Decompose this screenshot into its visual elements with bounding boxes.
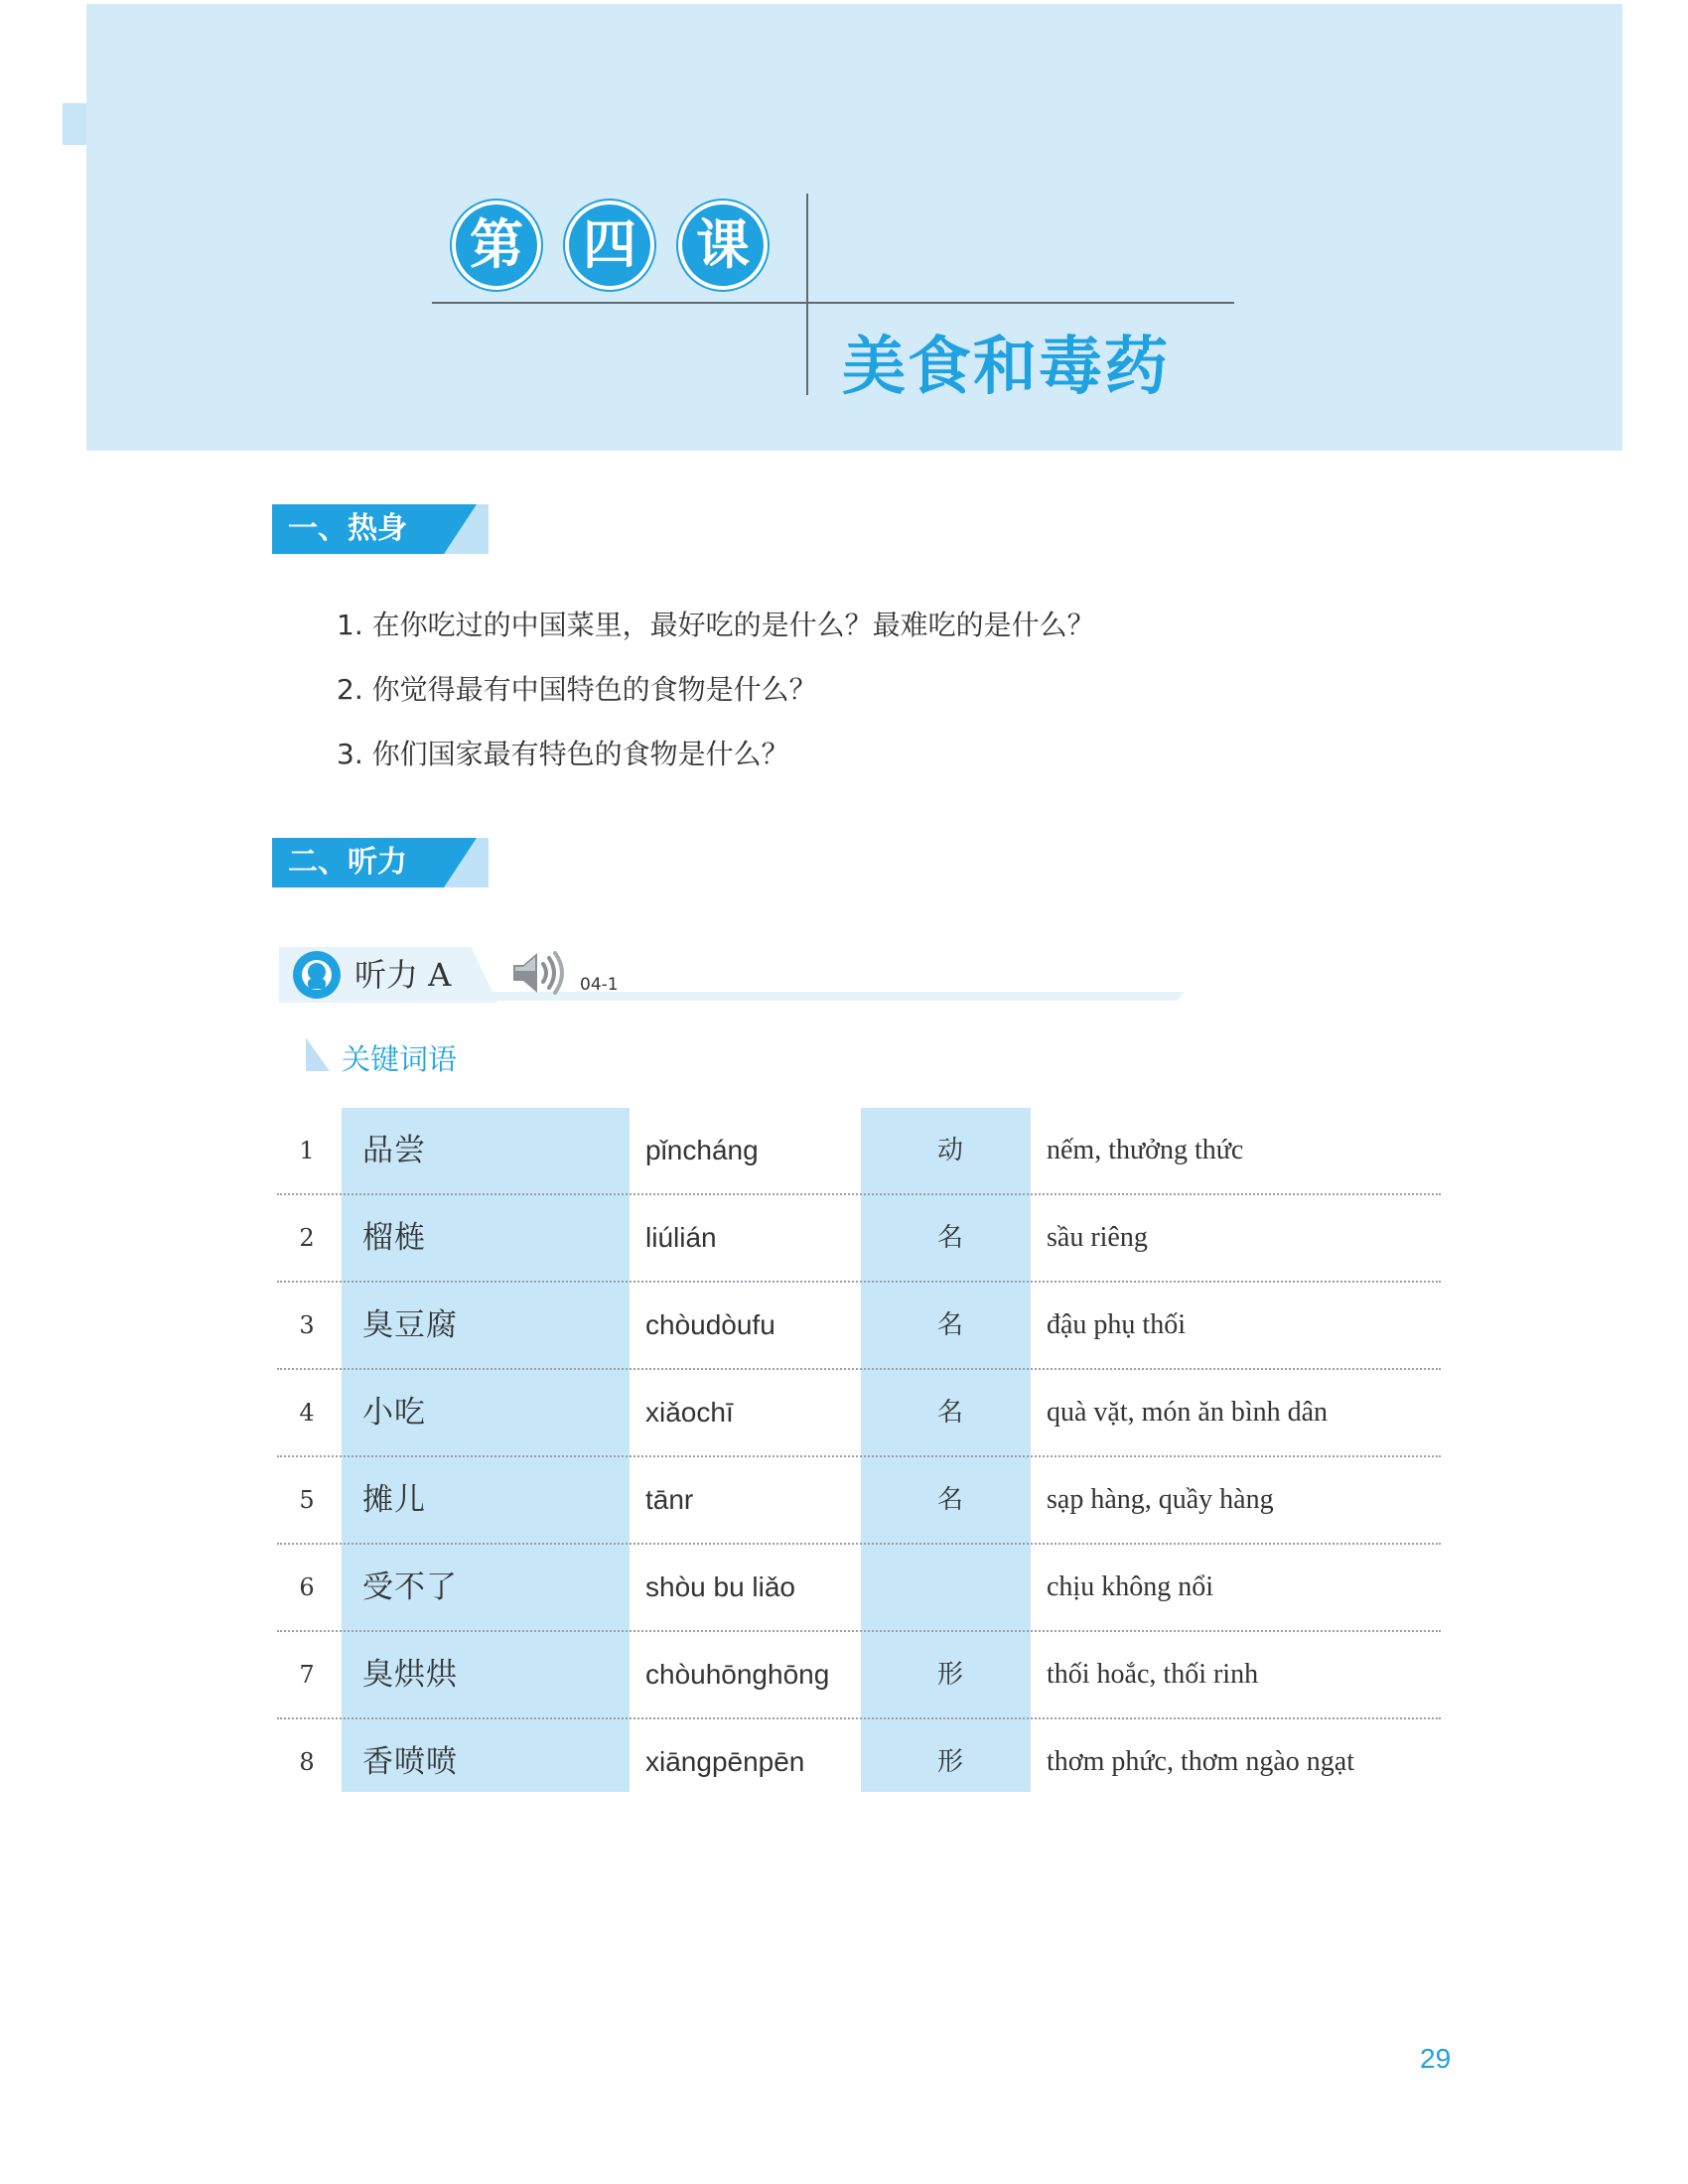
vocab-number: 7: [299, 1661, 315, 1689]
vocab-part-of-speech: 动: [936, 1136, 963, 1165]
warmup-question-1: 1. 在你吃过的中国菜里，最好吃的是什么？最难吃的是什么？: [337, 609, 1095, 641]
vocab-meaning: quà vặt, món ăn bình dân: [1047, 1397, 1329, 1428]
vocab-hanzi: 臭豆腐: [362, 1307, 458, 1343]
vocab-part-of-speech: 名: [936, 1485, 963, 1515]
table-row: [277, 1281, 1441, 1368]
vocab-pinyin: xiāngpēnpēn: [645, 1746, 805, 1777]
section-heading-label: 二、听力: [288, 845, 407, 880]
keywords-marker-icon: [306, 1037, 330, 1071]
vocab-hanzi: 品尝: [362, 1133, 426, 1168]
vocab-pinyin: pǐncháng: [645, 1135, 759, 1165]
vocab-meaning: sạp hàng, quầy hàng: [1047, 1484, 1274, 1515]
warmup-question-2: 2. 你觉得最有中国特色的食物是什么？: [337, 673, 817, 706]
vocab-part-of-speech: 形: [936, 1660, 963, 1690]
vocab-number: 8: [299, 1748, 315, 1776]
vocabulary-table: [277, 1108, 1441, 1805]
vocab-hanzi: 香喷喷: [362, 1744, 458, 1780]
keywords-title: 关键词语: [342, 1042, 458, 1076]
banner-divider-horizontal: [432, 302, 1234, 304]
vocab-number: 2: [299, 1224, 315, 1252]
table-row: [277, 1543, 1441, 1630]
vocab-part-of-speech: 名: [936, 1310, 963, 1340]
vocab-hanzi: 摊儿: [362, 1482, 426, 1518]
vocab-number: 1: [299, 1137, 315, 1164]
lesson-char-2: 四: [565, 201, 654, 290]
vocab-part-of-speech: [866, 1545, 1035, 1630]
lesson-char-1: 第: [452, 201, 541, 290]
vocab-meaning: đậu phụ thối: [1047, 1309, 1186, 1340]
banner-divider-vertical: [806, 194, 808, 395]
vocab-hanzi: 榴梿: [362, 1220, 426, 1256]
table-row: [277, 1717, 1441, 1805]
lesson-title: 美食和毒药: [842, 331, 1170, 404]
table-row: [277, 1108, 1441, 1193]
table-row: [277, 1368, 1441, 1455]
vocab-meaning: sầu riêng: [1047, 1222, 1148, 1253]
table-row: [277, 1193, 1441, 1281]
vocab-part-of-speech: 形: [936, 1747, 963, 1777]
section-heading-label: 一、热身: [288, 511, 407, 546]
banner-side-tab: [63, 103, 86, 145]
section-heading-warmup: [272, 504, 489, 554]
vocab-meaning: thơm phức, thơm ngào ngạt: [1047, 1746, 1354, 1777]
table-row: [277, 1455, 1441, 1543]
vocab-meaning: nếm, thưởng thức: [1047, 1135, 1244, 1165]
lesson-char-3: 课: [678, 201, 768, 290]
speaker-icon[interactable]: [509, 947, 571, 999]
section-heading-listening: [272, 838, 489, 887]
vocab-meaning: thối hoắc, thối rinh: [1047, 1659, 1259, 1690]
warmup-question-3: 3. 你们国家最有特色的食物是什么？: [337, 738, 789, 770]
vocab-pinyin: tānr: [645, 1484, 694, 1515]
vocab-meaning: chịu không nổi: [1047, 1571, 1213, 1602]
vocab-hanzi: 小吃: [362, 1395, 426, 1431]
vocab-part-of-speech: 名: [936, 1398, 963, 1428]
audio-track-code: 04-1: [580, 975, 619, 995]
vocab-pinyin: shòu bu liǎo: [645, 1571, 796, 1602]
listening-part-bar: [279, 947, 1202, 1007]
vocab-pinyin: chòuhōnghōng: [645, 1659, 830, 1690]
vocab-number: 3: [299, 1311, 315, 1339]
vocab-hanzi: 受不了: [362, 1570, 458, 1605]
vocab-pinyin: liúlián: [645, 1222, 717, 1253]
vocab-number: 6: [299, 1573, 315, 1601]
vocab-pinyin: chòudòufu: [645, 1309, 775, 1340]
vocab-number: 5: [299, 1486, 315, 1514]
page-number: 29: [1420, 2043, 1452, 2074]
vocab-part-of-speech: 名: [936, 1223, 963, 1253]
vocab-hanzi: 臭烘烘: [362, 1657, 458, 1693]
vocab-number: 4: [299, 1399, 315, 1427]
listening-part-label: 听力 A: [354, 956, 452, 994]
headphone-icon: [293, 951, 341, 999]
table-row: [277, 1630, 1441, 1717]
vocab-pinyin: xiǎochī: [645, 1397, 734, 1428]
